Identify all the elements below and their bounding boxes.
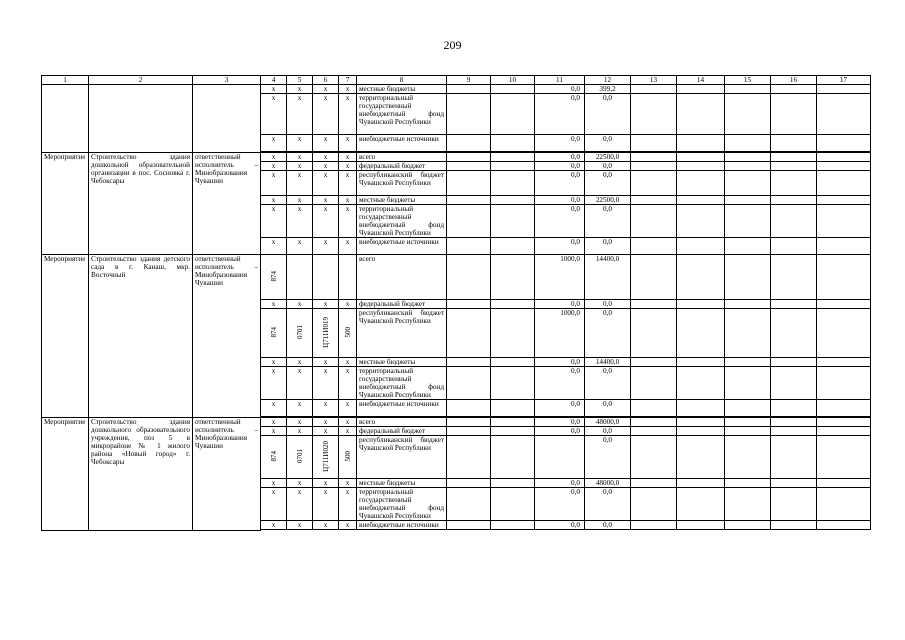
column-header: 12: [585, 76, 631, 85]
value-cell: 0,0: [535, 427, 585, 436]
code-cell: x: [339, 162, 357, 171]
code-cell: x: [339, 300, 357, 309]
code-cell: x: [287, 205, 313, 238]
column-header: 13: [631, 76, 677, 85]
code-cell: x: [261, 153, 287, 162]
column-header: 7: [339, 76, 357, 85]
code-cell: x: [287, 171, 313, 196]
code-cell: [313, 436, 339, 479]
code-cell: [313, 309, 339, 358]
executor-cell: ответственный исполнитель – Минобразования Чувашии: [193, 153, 261, 255]
code-cell: x: [339, 488, 357, 521]
code-cell: x: [313, 300, 339, 309]
value-cell: 0,0: [585, 436, 631, 479]
column-header: 16: [771, 76, 817, 85]
fund-source-cell: республиканский бюджет Чувашской Республики: [357, 436, 447, 479]
value-cell: 48000,0: [585, 479, 631, 488]
column-header: 4: [261, 76, 287, 85]
code-cell: [261, 436, 287, 479]
code-cell: x: [313, 196, 339, 205]
code-text: 874: [269, 450, 278, 462]
code-cell: x: [287, 300, 313, 309]
code-cell: x: [287, 153, 313, 162]
code-cell: x: [287, 135, 313, 152]
budget-table: [41, 75, 871, 531]
column-header: 8: [357, 76, 447, 85]
code-cell: x: [313, 479, 339, 488]
code-cell: x: [313, 162, 339, 171]
value-cell: 0,0: [585, 300, 631, 309]
code-cell: x: [287, 479, 313, 488]
code-cell: x: [313, 400, 339, 417]
table-row: [42, 418, 871, 427]
code-text: 874: [269, 326, 278, 338]
fund-source-cell: территориальный государственный внебюджетный фонд Чувашской Республики: [357, 367, 447, 400]
value-cell: 0,0: [585, 521, 631, 530]
fund-source-cell: внебюджетные источники: [357, 400, 447, 417]
event-type-cell: Мероприятие: [42, 418, 89, 531]
code-cell: x: [339, 135, 357, 152]
fund-source-cell: местные бюджеты: [357, 358, 447, 367]
value-cell: 14400,0: [585, 255, 631, 300]
value-cell: 0,0: [535, 400, 585, 417]
fund-source-cell: республиканский бюджет Чувашской Республики: [357, 171, 447, 196]
value-cell: [535, 436, 585, 479]
fund-source-cell: республиканский бюджет Чувашской Республики: [357, 309, 447, 358]
code-cell: [339, 309, 357, 358]
value-cell: 0,0: [535, 521, 585, 530]
fund-source-cell: внебюджетные источники: [357, 521, 447, 530]
code-cell: x: [261, 358, 287, 367]
code-cell: x: [339, 418, 357, 427]
code-text: 500: [343, 450, 352, 462]
fund-source-cell: местные бюджеты: [357, 196, 447, 205]
value-cell: 0,0: [585, 427, 631, 436]
code-cell: [261, 255, 287, 300]
event-name-cell: Строительство здания детского сада в г. Канаш, мкр. Восточный: [89, 255, 193, 418]
value-cell: 0,0: [535, 153, 585, 162]
code-text: 500: [343, 326, 352, 338]
code-text: 874: [269, 270, 278, 282]
event-name-cell: Строительство здания дошкольной образовательной организации в пос. Сосновка г. Чебоксары: [89, 153, 193, 255]
column-header: 14: [677, 76, 725, 85]
code-cell: x: [287, 162, 313, 171]
code-cell: x: [261, 135, 287, 152]
table-row: [42, 153, 871, 162]
table-row: [42, 85, 871, 94]
code-cell: x: [261, 400, 287, 417]
column-header: 3: [193, 76, 261, 85]
executor-cell: ответственный исполнитель – Минобразования Чувашии: [193, 418, 261, 531]
code-cell: x: [261, 94, 287, 135]
code-cell: x: [261, 367, 287, 400]
fund-source-cell: федеральный бюджет: [357, 427, 447, 436]
code-cell: x: [287, 358, 313, 367]
code-cell: x: [287, 238, 313, 255]
column-header: 2: [89, 76, 193, 85]
value-cell: 399,2: [585, 85, 631, 94]
column-header: 1: [42, 76, 89, 85]
code-cell: x: [287, 400, 313, 417]
column-header: 11: [535, 76, 585, 85]
code-cell: x: [313, 135, 339, 152]
code-cell: x: [313, 521, 339, 530]
value-cell: 48000,0: [585, 418, 631, 427]
code-cell: x: [261, 479, 287, 488]
fund-source-cell: внебюджетные источники: [357, 135, 447, 152]
code-text: 0701: [295, 325, 304, 339]
value-cell: 22500,0: [585, 196, 631, 205]
code-cell: x: [339, 358, 357, 367]
fund-source-cell: территориальный государственный внебюджетный фонд Чувашской Республики: [357, 205, 447, 238]
code-cell: x: [287, 367, 313, 400]
code-cell: [287, 436, 313, 479]
fund-source-cell: всего: [357, 153, 447, 162]
value-cell: 0,0: [535, 171, 585, 196]
fund-source-cell: федеральный бюджет: [357, 162, 447, 171]
value-cell: 0,0: [535, 488, 585, 521]
code-cell: x: [339, 85, 357, 94]
code-cell: x: [313, 85, 339, 94]
column-header: 17: [817, 76, 871, 85]
code-cell: x: [261, 488, 287, 521]
fund-source-cell: местные бюджеты: [357, 85, 447, 94]
code-cell: x: [287, 94, 313, 135]
code-cell: x: [339, 94, 357, 135]
code-cell: x: [339, 196, 357, 205]
code-cell: x: [313, 358, 339, 367]
code-cell: x: [261, 238, 287, 255]
code-text: Ц711И019: [321, 316, 330, 348]
code-cell: x: [339, 479, 357, 488]
code-cell: x: [339, 367, 357, 400]
code-cell: x: [261, 85, 287, 94]
value-cell: 0,0: [535, 238, 585, 255]
code-text: 0701: [295, 449, 304, 463]
code-cell: x: [261, 162, 287, 171]
value-cell: 0,0: [535, 205, 585, 238]
value-cell: 0,0: [535, 300, 585, 309]
event-name-cell: Строительство здания дошкольного образовательного учреждения, поз 5 в микрорайоне № 1 жилого района «Новый город» г. Чебоксары: [89, 418, 193, 531]
value-cell: 0,0: [585, 205, 631, 238]
value-cell: 0,0: [585, 238, 631, 255]
value-cell: 14400,0: [585, 358, 631, 367]
table-row: [42, 255, 871, 300]
code-cell: x: [261, 196, 287, 205]
value-cell: 0,0: [585, 135, 631, 152]
value-cell: 0,0: [585, 94, 631, 135]
value-cell: 0,0: [535, 479, 585, 488]
value-cell: 0,0: [585, 488, 631, 521]
header-row: [42, 76, 871, 85]
fund-source-cell: всего: [357, 255, 447, 300]
column-header: 5: [287, 76, 313, 85]
column-header: 6: [313, 76, 339, 85]
code-cell: x: [313, 427, 339, 436]
fund-source-cell: территориальный государственный внебюджетный фонд Чувашской Республики: [357, 94, 447, 135]
code-cell: x: [339, 238, 357, 255]
value-cell: 0,0: [585, 309, 631, 358]
empty-cell: [42, 85, 89, 153]
code-cell: x: [261, 205, 287, 238]
fund-source-cell: местные бюджеты: [357, 479, 447, 488]
code-cell: x: [339, 427, 357, 436]
value-cell: 0,0: [585, 367, 631, 400]
column-header: 10: [491, 76, 535, 85]
value-cell: 0,0: [535, 418, 585, 427]
empty-cell: [193, 85, 261, 153]
code-cell: x: [339, 521, 357, 530]
code-cell: x: [339, 171, 357, 196]
value-cell: 1000,0: [535, 255, 585, 300]
page-number: 209: [443, 38, 462, 52]
code-cell: x: [339, 400, 357, 417]
code-cell: x: [339, 205, 357, 238]
value-cell: 1000,0: [535, 309, 585, 358]
value-cell: 0,0: [535, 85, 585, 94]
code-cell: x: [287, 488, 313, 521]
value-cell: 0,0: [585, 400, 631, 417]
code-text: Ц711И020: [321, 440, 330, 472]
value-cell: 0,0: [535, 162, 585, 171]
code-cell: x: [261, 300, 287, 309]
empty-cell: [89, 85, 193, 153]
code-cell: [261, 309, 287, 358]
code-cell: x: [313, 238, 339, 255]
column-header: 15: [725, 76, 771, 85]
code-cell: x: [313, 418, 339, 427]
code-cell: x: [261, 427, 287, 436]
code-cell: x: [313, 367, 339, 400]
code-cell: x: [261, 521, 287, 530]
fund-source-cell: внебюджетные источники: [357, 238, 447, 255]
value-cell: 22500,0: [585, 153, 631, 162]
value-cell: 0,0: [535, 94, 585, 135]
value-cell: 0,0: [535, 358, 585, 367]
code-cell: x: [313, 153, 339, 162]
code-cell: x: [313, 205, 339, 238]
code-cell: x: [313, 94, 339, 135]
code-cell: x: [313, 171, 339, 196]
column-header: 9: [447, 76, 491, 85]
code-cell: x: [313, 488, 339, 521]
code-cell: x: [287, 196, 313, 205]
code-cell: x: [287, 418, 313, 427]
fund-source-cell: федеральный бюджет: [357, 300, 447, 309]
event-type-cell: Мероприятие: [42, 255, 89, 418]
value-cell: 0,0: [535, 135, 585, 152]
code-cell: [339, 436, 357, 479]
value-cell: 0,0: [535, 367, 585, 400]
code-cell: x: [287, 427, 313, 436]
executor-cell: ответственный исполнитель – Минобразования Чувашии: [193, 255, 261, 418]
code-cell: [287, 309, 313, 358]
code-cell: x: [261, 418, 287, 427]
code-cell: x: [261, 171, 287, 196]
value-cell: 0,0: [535, 196, 585, 205]
code-cell: x: [287, 85, 313, 94]
fund-source-cell: всего: [357, 418, 447, 427]
code-cell: x: [287, 521, 313, 530]
fund-source-cell: территориальный государственный внебюджетный фонд Чувашской Республики: [357, 488, 447, 521]
value-cell: 0,0: [585, 162, 631, 171]
code-cell: x: [339, 153, 357, 162]
value-cell: 0,0: [585, 171, 631, 196]
event-type-cell: Мероприятие: [42, 153, 89, 255]
